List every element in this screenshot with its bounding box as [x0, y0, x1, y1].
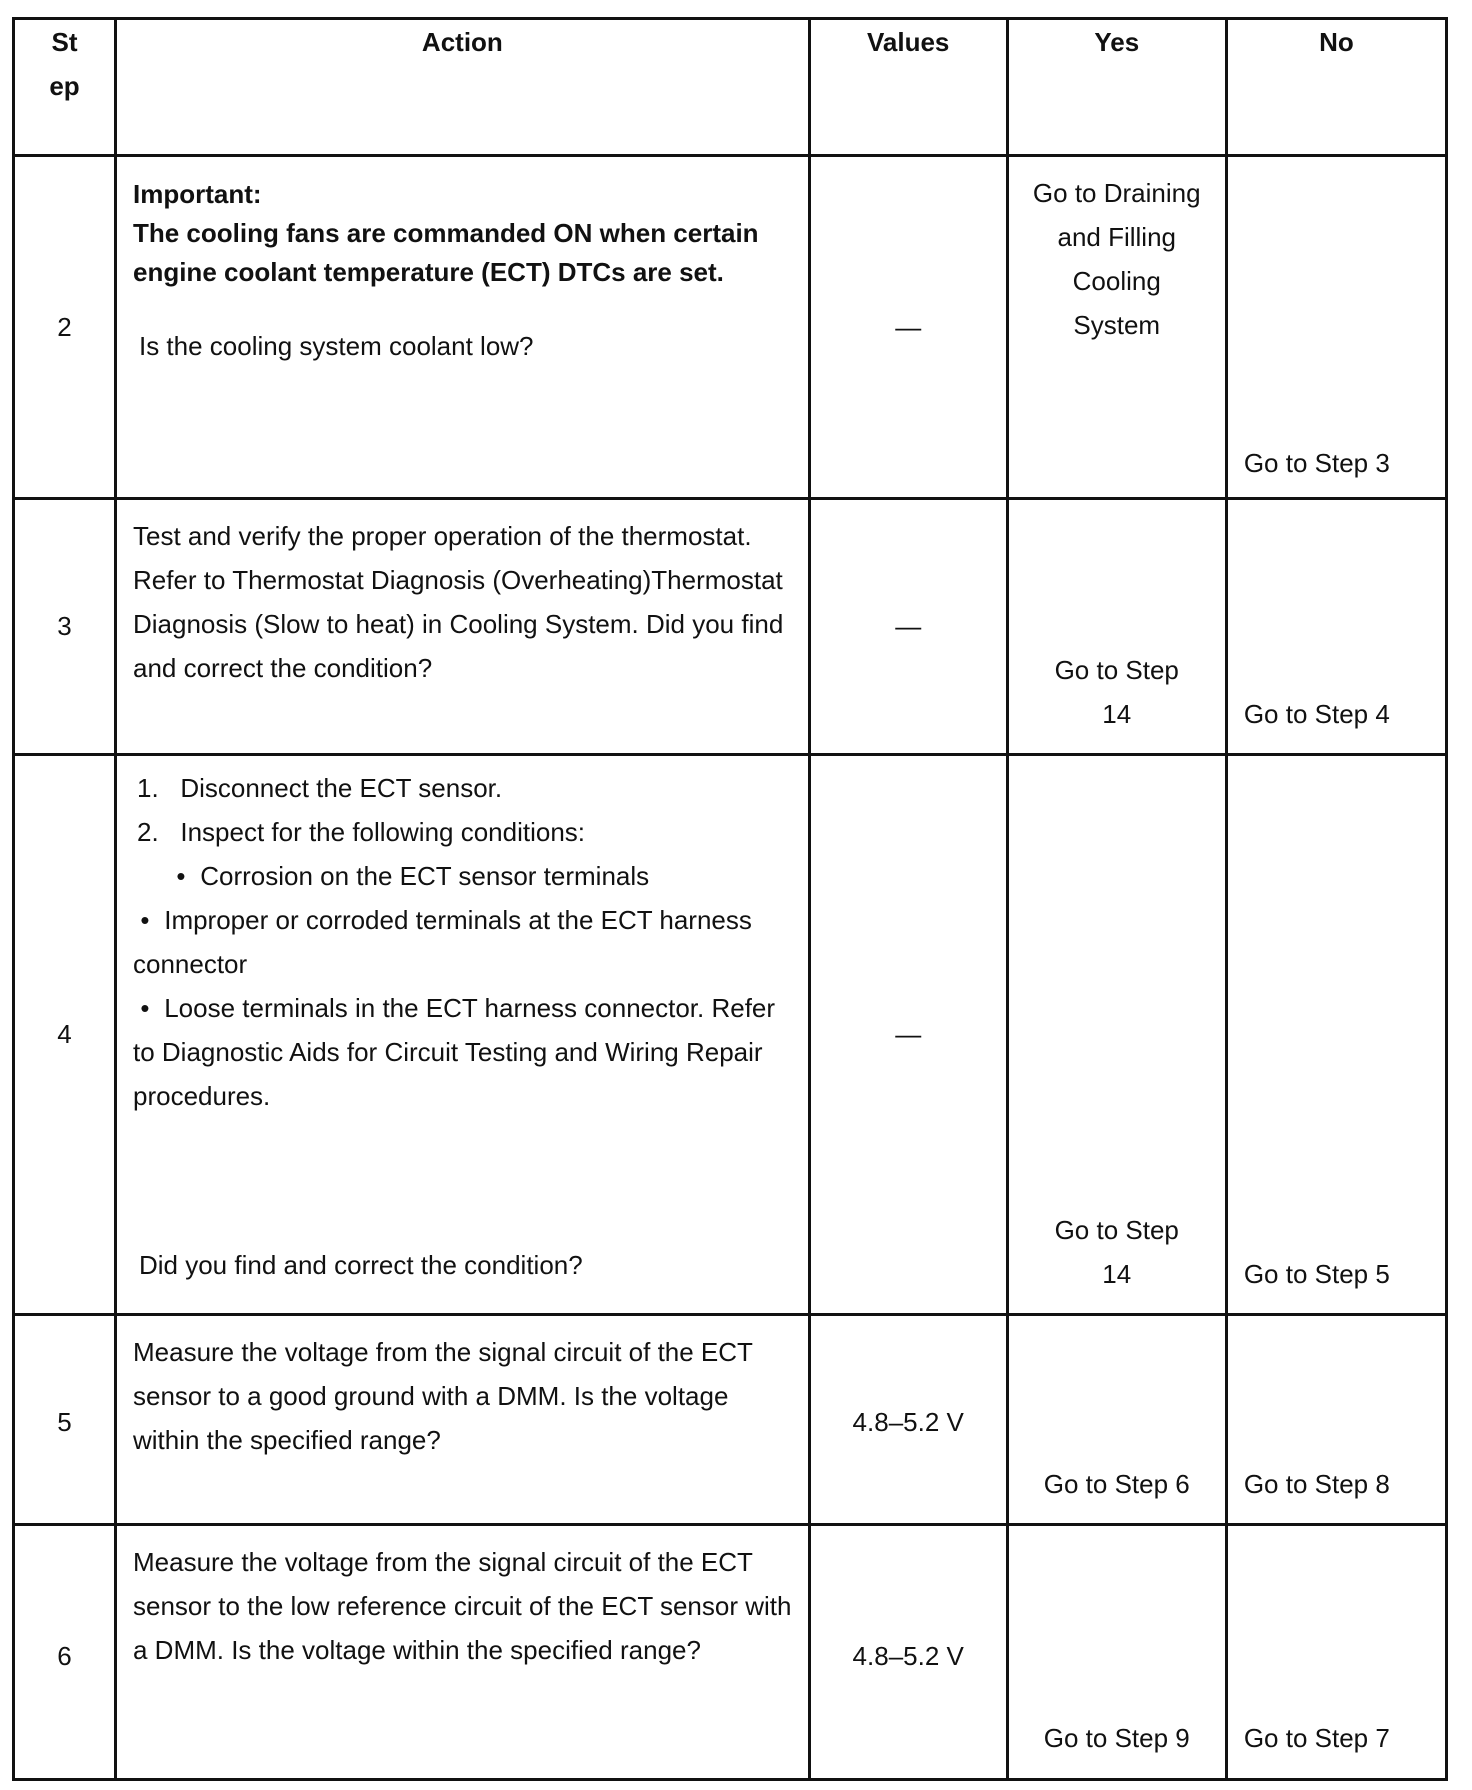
- yes-cell: [1007, 755, 1226, 1315]
- yes-cell: [1007, 1525, 1226, 1780]
- header-step: St ep: [14, 19, 116, 156]
- important-text: The cooling fans are commanded ON when certain engine coolant temperature (ECT) DTCs are set.: [132, 218, 759, 287]
- header-values: Values: [809, 19, 1007, 156]
- no-link[interactable]: Go to Step 7: [1243, 1723, 1390, 1753]
- action-cell: [115, 755, 809, 1315]
- yes-link[interactable]: Go to Draining and Filling Cooling System: [1032, 178, 1201, 340]
- diagnostic-table: [12, 17, 1448, 1781]
- header-no: No: [1226, 19, 1446, 156]
- yes-link[interactable]: Go to Step 9: [1043, 1723, 1190, 1753]
- yes-cell: [1007, 1315, 1226, 1525]
- yes-cell: [1007, 156, 1226, 499]
- no-cell: [1226, 755, 1446, 1315]
- question-text: Did you find and correct the condition?: [138, 1250, 583, 1280]
- action-cell: Measure the voltage from the signal circuit of the ECT sensor to the low reference circuit of the ECT sensor with a DMM. Is the voltage within the specified range?: [115, 1525, 809, 1780]
- header-yes: Yes: [1007, 19, 1226, 156]
- important-title: Important:: [132, 179, 262, 209]
- yes-link[interactable]: Go to Step 14: [1054, 1215, 1179, 1289]
- header-action: Action: [115, 19, 809, 156]
- bullet-item: • Corrosion on the ECT sensor terminals: [176, 861, 650, 891]
- values-cell: 4.8–5.2 V: [809, 1525, 1007, 1780]
- no-link[interactable]: Go to Step 8: [1243, 1469, 1390, 1499]
- step-cell: 2: [14, 156, 116, 499]
- yes-link[interactable]: Go to Step 6: [1043, 1469, 1190, 1499]
- values-cell: —: [809, 499, 1007, 755]
- table-row: [14, 1525, 1447, 1780]
- step-cell: 4: [14, 755, 116, 1315]
- instruction-item: 1. Disconnect the ECT sensor.: [136, 773, 503, 803]
- no-link[interactable]: Go to Step 5: [1243, 1259, 1390, 1289]
- question-text: Is the cooling system coolant low?: [138, 331, 534, 361]
- no-cell: [1226, 1525, 1446, 1780]
- action-cell: [115, 156, 809, 499]
- no-link[interactable]: Go to Step 4: [1243, 699, 1390, 729]
- table-row: [14, 1315, 1447, 1525]
- step-cell: 6: [14, 1525, 116, 1780]
- table-row: [14, 156, 1447, 499]
- header-row: [14, 19, 1447, 156]
- instruction-item: 2. Inspect for the following conditions:: [136, 817, 586, 847]
- step-cell: 5: [14, 1315, 116, 1525]
- values-cell: —: [809, 156, 1007, 499]
- no-link[interactable]: Go to Step 3: [1243, 448, 1390, 478]
- yes-cell: [1007, 499, 1226, 755]
- values-cell: —: [809, 755, 1007, 1315]
- no-cell: [1226, 499, 1446, 755]
- action-cell: Test and verify the proper operation of the thermostat. Refer to Thermostat Diagnosis (Overheating)Thermostat Diagnosis (Slow to heat) in Cooling System. Did you find and correct the condition?: [115, 499, 809, 755]
- step-cell: 3: [14, 499, 116, 755]
- table-row: [14, 499, 1447, 755]
- yes-link[interactable]: Go to Step 14: [1054, 655, 1179, 729]
- values-cell: 4.8–5.2 V: [809, 1315, 1007, 1525]
- no-cell: [1226, 1315, 1446, 1525]
- table-row: [14, 755, 1447, 1315]
- bullet-item: • Improper or corroded terminals at the ECT harness connector: [132, 905, 752, 979]
- action-cell: Measure the voltage from the signal circuit of the ECT sensor to a good ground with a DMM. Is the voltage within the specified range?: [115, 1315, 809, 1525]
- bullet-item: • Loose terminals in the ECT harness connector. Refer to Diagnostic Aids for Circuit Testing and Wiring Repair procedures.: [132, 993, 776, 1111]
- no-cell: [1226, 156, 1446, 499]
